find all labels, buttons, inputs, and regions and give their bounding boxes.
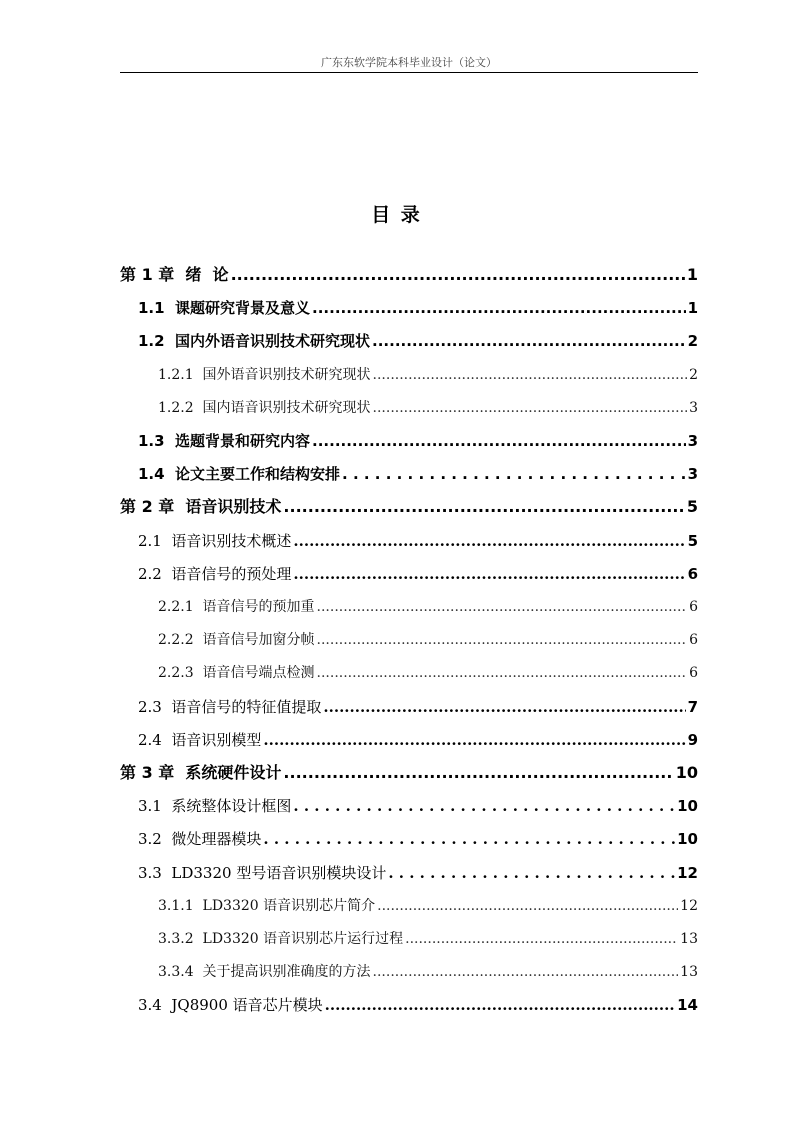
toc-entry[interactable] (138, 827, 698, 851)
toc-dot-leader (317, 595, 688, 619)
toc-entry[interactable] (158, 960, 698, 984)
toc-entry[interactable] (138, 429, 698, 453)
toc-entry-label: 第 2 章 语音识别技术 (120, 497, 282, 517)
toc-entry-page-number: 3 (689, 399, 698, 416)
toc-entry-label: 3.4 JQ8900 语音芯片模块 (138, 996, 323, 1015)
toc-dot-leader (312, 296, 686, 320)
toc-dot-leader (263, 827, 675, 851)
toc-entry-page-number: 1 (687, 299, 698, 318)
toc-entry-label: 第 3 章 系统硬件设计 (120, 763, 282, 782)
toc-entry[interactable] (138, 993, 698, 1017)
toc-entry-page-number: 6 (689, 599, 698, 615)
toc-dot-leader (231, 263, 685, 287)
toc-dot-leader (263, 728, 685, 752)
toc-dot-leader (312, 429, 686, 453)
toc-entry-page-number: 14 (677, 996, 698, 1015)
toc-dot-leader (323, 695, 685, 719)
toc-dot-leader (373, 396, 688, 420)
toc-entry-page-number: 3 (687, 432, 698, 450)
toc-entry[interactable] (138, 562, 698, 586)
toc-entry[interactable] (138, 462, 698, 486)
toc-entry[interactable] (158, 894, 698, 918)
toc-entry[interactable] (158, 927, 698, 951)
toc-entry-page-number: 5 (686, 497, 698, 517)
toc-dot-leader (293, 562, 685, 586)
toc-entry-page-number: 12 (680, 897, 698, 914)
toc-entry-label: 3.3.4 关于提高识别准确度的方法 (158, 964, 371, 981)
toc-entry-page-number: 13 (680, 964, 698, 981)
toc-entry-page-number: 6 (687, 564, 698, 583)
toc-entry[interactable] (138, 695, 698, 719)
toc-entry-label: 3.1.1 LD3320 语音识别芯片简介 (158, 897, 376, 914)
toc-entry[interactable] (120, 761, 698, 785)
toc-entry-label: 1.2.1 国外语音识别技术研究现状 (158, 366, 371, 383)
toc-entry-label: 2.2 语音信号的预处理 (138, 564, 292, 583)
toc-entry-label: 1.4 论文主要工作和结构安排 (138, 465, 341, 484)
toc-entry[interactable] (158, 628, 698, 652)
toc-dot-leader (373, 960, 679, 984)
toc-entry-label: 2.2.1 语音信号的预加重 (158, 599, 315, 615)
toc-entry-label: 3.2 微处理器模块 (138, 830, 262, 849)
toc-dot-leader (373, 363, 688, 387)
toc-entry[interactable] (158, 396, 698, 420)
toc-entry-page-number: 10 (675, 763, 698, 782)
toc-entry-page-number: 5 (687, 531, 698, 550)
toc-dot-leader (283, 761, 673, 785)
toc-dot-leader (325, 993, 675, 1017)
toc-entry-label: 第 1 章 绪 论 (120, 265, 229, 284)
toc-entry-label: 3.3 LD3320 型号语音识别模块设计 (138, 863, 387, 882)
toc-dot-leader (283, 495, 684, 519)
toc-entry[interactable] (138, 529, 698, 553)
toc-entry-page-number: 2 (687, 332, 698, 351)
toc-entry-page-number: 13 (680, 931, 698, 947)
toc-entry[interactable] (138, 861, 698, 885)
toc-entry[interactable] (138, 728, 698, 752)
toc-entry-label: 2.4 语音识别模型 (138, 730, 262, 749)
toc-entry[interactable] (138, 296, 698, 320)
toc-entry-label: 2.2.3 语音信号端点检测 (158, 665, 315, 682)
toc-entry-page-number: 10 (677, 830, 698, 849)
toc-dot-leader (372, 329, 686, 353)
toc-entry-label: 3.1 系统整体设计框图 (138, 797, 292, 816)
toc-entry-page-number: 10 (677, 797, 698, 816)
toc-dot-leader (293, 794, 675, 818)
toc-entry-page-number: 6 (689, 632, 698, 649)
toc-entry-label: 2.3 语音信号的特征值提取 (138, 697, 322, 716)
toc-dot-leader (377, 894, 678, 918)
toc-entry-label: 1.2.2 国内语音识别技术研究现状 (158, 399, 371, 416)
toc-entry-label: 1.1 课题研究背景及意义 (138, 299, 311, 318)
toc-entry[interactable] (138, 794, 698, 818)
toc-dot-leader (317, 661, 688, 685)
toc-dot-leader (405, 927, 678, 951)
toc-entry[interactable] (158, 661, 698, 685)
toc-entry-label: 1.3 选题背景和研究内容 (138, 432, 311, 450)
header-text: 广东东软学院本科毕业设计（论文） (321, 56, 497, 69)
toc-entry-label: 3.3.2 LD3320 语音识别芯片运行过程 (158, 931, 404, 947)
toc-title: 目 录 (371, 204, 422, 226)
toc-entry-label: 2.1 语音识别技术概述 (138, 531, 292, 550)
toc-entry-label: 2.2.2 语音信号加窗分帧 (158, 632, 315, 649)
page-header (120, 56, 698, 73)
toc-entry[interactable] (120, 263, 698, 287)
toc-entry-page-number: 9 (687, 730, 698, 749)
toc-dot-leader (388, 861, 675, 885)
toc-entry[interactable] (138, 329, 698, 353)
toc-entry[interactable] (158, 595, 698, 619)
toc-dot-leader (317, 628, 688, 652)
toc-entry-page-number: 2 (689, 366, 698, 383)
toc-dot-leader (293, 529, 685, 553)
toc-entry-page-number: 12 (677, 863, 698, 882)
toc-dot-leader (342, 462, 686, 486)
toc-entry[interactable] (120, 495, 698, 519)
toc-entry-label: 1.2 国内外语音识别技术研究现状 (138, 332, 371, 351)
toc-entry-page-number: 1 (686, 265, 698, 284)
toc-entry-page-number: 6 (689, 665, 698, 682)
toc-entry-page-number: 3 (687, 465, 698, 484)
toc-entry-page-number: 7 (687, 697, 698, 716)
toc-entry[interactable] (158, 363, 698, 387)
